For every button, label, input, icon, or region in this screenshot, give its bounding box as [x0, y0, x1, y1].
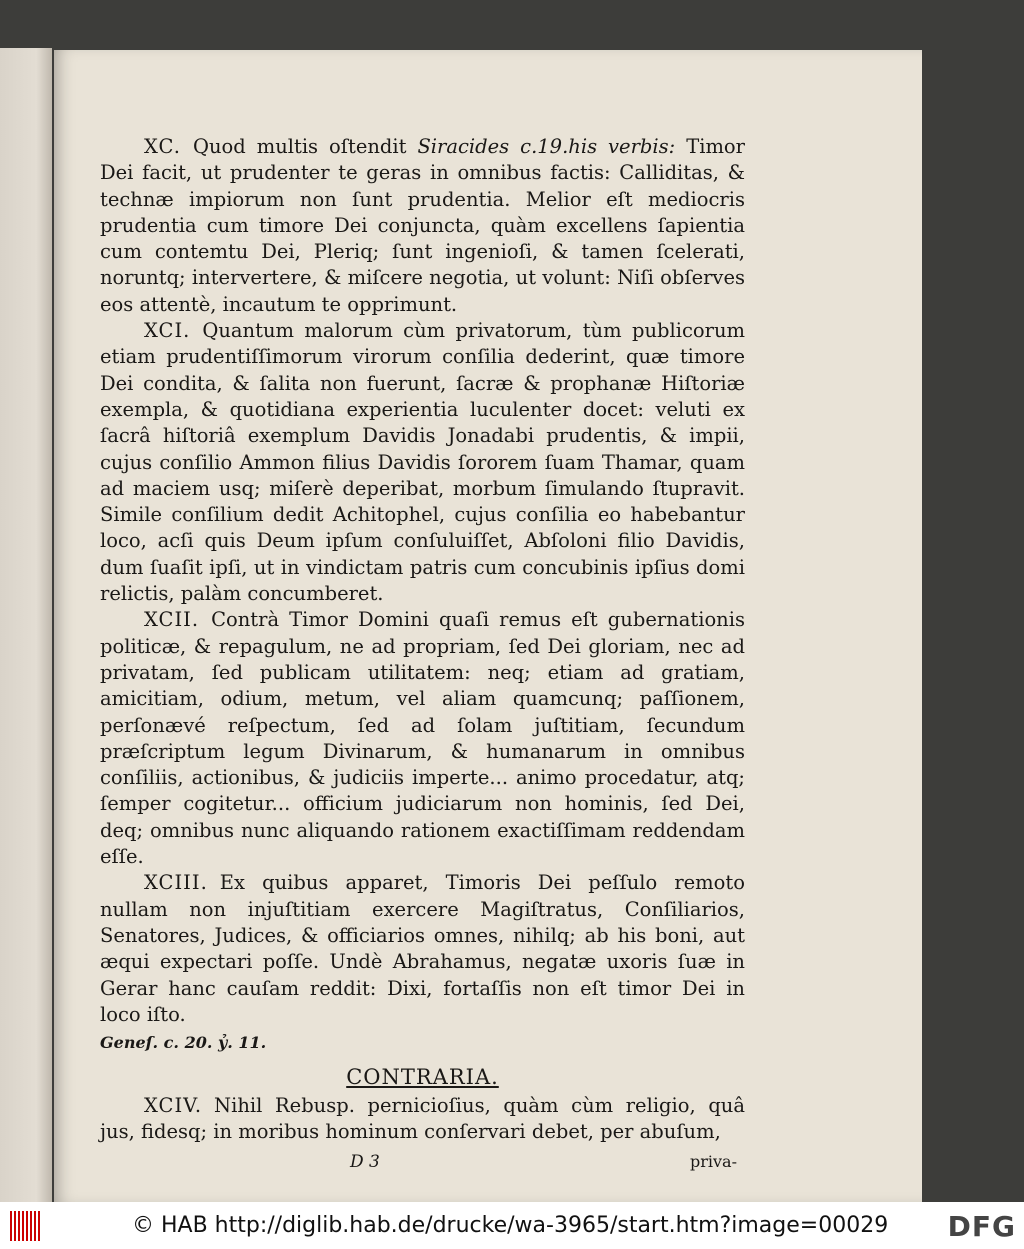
- paragraph-text: Quod multis oſtendit: [192, 135, 418, 158]
- paragraph-number: XCIII.: [144, 871, 208, 895]
- paragraph-xcii: [100, 607, 745, 870]
- paragraph-number: XCIV.: [144, 1093, 203, 1117]
- paragraph-text: Quantum malorum cùm privatorum, tùm publicorum etiam prudentiſſimorum virorum conſilia dederint, quæ timore Dei condita, & ſalita non fuerunt, ſacræ & prophanæ Hiſtoriæ exempla, & quotidiana experientia luculenter docet: veluti ex ſacrâ hiſtoriâ exemplum Davidis Jonadabi prudentis, & impii, cujus conſilio Ammon filius Davidis ſororem ſuam Thamar, quam ad maciem usq; miſerè deperibat, morbum ſimulando ſtupravit. Simile conſilium dedit Achitophel, cujus conſilia eo habebantur loco, acſi quis Deum ipſum conſuluiſſet, Abſoloni filio Davidis, dum ſuaſit ipſi, ut in vindictam patris cum concubinis ipſius domi relictis, palàm concumberet.: [100, 319, 745, 606]
- barcode-icon: [10, 1211, 46, 1241]
- bible-reference: Geneſ. c. 20. ỷ. 11.: [100, 1033, 267, 1053]
- page-footer-line: [100, 1145, 745, 1175]
- paragraph-xciii: [100, 870, 745, 1028]
- paragraph-text: Nihil Rebusp. pernicioſius, quàm cùm religio, quâ jus, fidesq; in moribus hominum conſervari debet, per abuſum,: [100, 1093, 745, 1143]
- paragraph-xc: [100, 134, 745, 318]
- previous-page-edge: [0, 48, 52, 1202]
- source-citation[interactable]: © HAB http://diglib.hab.de/drucke/wa-3965/start.htm?image=00029: [132, 1213, 889, 1238]
- paragraph-number: XC.: [144, 135, 181, 158]
- paragraph-text: Timor Dei facit, ut prudenter te geras in omnibus factis: Calliditas, & technæ impiorum non ſunt prudentia. Melior eſt mediocris prudentia cum timore Dei conjuncta, quàm excellens ſapientia cum contemtu Dei, Pleriq; ſunt ingenioſi, & tamen ſcelerati, noruntq; intervertere, & miſcere negotia, ut volunt: Niſi obſerves eos attentè, incautum te opprimunt.: [100, 135, 745, 316]
- catchword: priva-: [690, 1152, 737, 1172]
- paragraph-number: XCI.: [144, 319, 191, 343]
- book-page: [54, 50, 922, 1202]
- paragraph-xciv: [100, 1093, 745, 1146]
- signature-mark: D 3: [350, 1152, 380, 1173]
- paragraph-citation: Siracides c.19.his verbis:: [417, 135, 676, 158]
- page-text: [100, 134, 745, 1176]
- section-heading: CONTRARIA.: [346, 1065, 499, 1090]
- paragraph-number: XCII.: [144, 608, 200, 632]
- viewer-footer: [0, 1202, 1024, 1249]
- paragraph-xci: [100, 318, 745, 607]
- dfg-logo: DFG: [947, 1210, 1016, 1243]
- paragraph-text: Contrà Timor Domini quaſi remus eſt gubernationis politicæ, & repagulum, ne ad propriam, ſed Dei gloriam, nec ad privatam, ſed publicam utilitatem: neq; etiam ad gratiam, amicitiam, odium, metum, vel aliam quamcunq; paſſionem, perſonævé reſpectum, ſed ad ſolam juſtitiam, ſecundum præſcriptum legum Divinarum, & humanarum in omnibus conſiliis, actionibus, & judiciis imperte... animo procedatur, atq; ſemper cogitetur... officium judiciarum non hominis, ſed Dei, deq; omnibus nunc aliquando rationem exactiſſimam reddendam eſſe.: [100, 608, 745, 869]
- paragraph-text: Ex quibus apparet, Timoris Dei peſſulo remoto nullam non injuſtitiam exercere Magiſtratus, Conſiliarios, Senatores, Judices, & officiarios omnes, nihilq; ab his boni, aut æqui expectari poſſe. Undè Abrahamus, negatæ uxoris ſuæ in Gerar hanc cauſam reddit: Dixi, fortaſſis non eſt timor Dei in loco iſto.: [100, 871, 745, 1026]
